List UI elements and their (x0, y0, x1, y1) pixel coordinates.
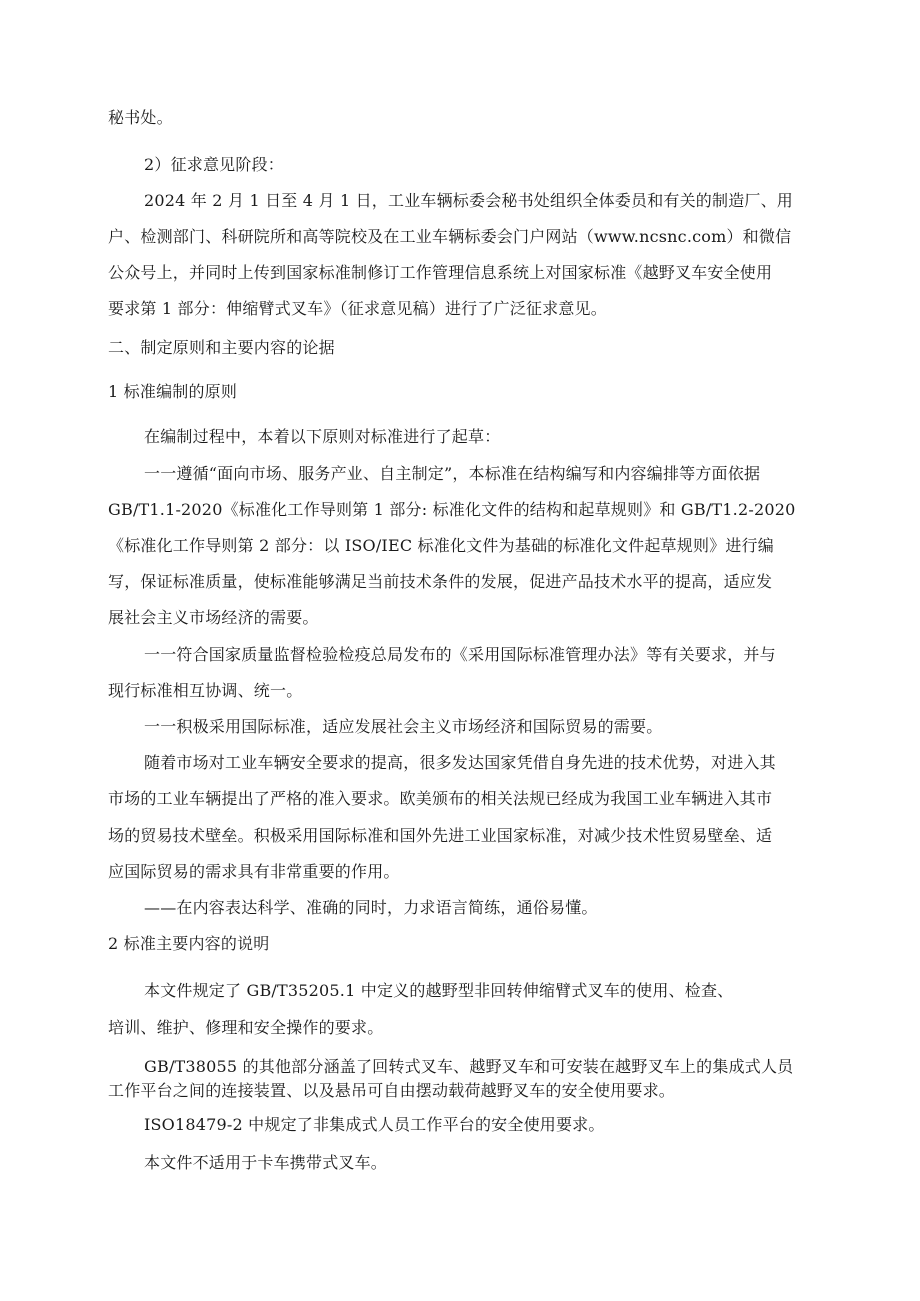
text-line: 一一遵循“面向市场、服务产业、自主制定”，本标准在结构编写和内容编排等方面依据 (144, 464, 761, 483)
text-line: 培训、维护、修理和安全操作的要求。 (108, 1018, 384, 1037)
text-line: 工作平台之间的连接装置、以及悬吊可自由摆动载荷越野叉车的安全使用要求。 (108, 1081, 676, 1100)
text-line: 本文件不适用于卡车携带式叉车。 (144, 1153, 388, 1172)
text-line: 写，保证标准质量，使标准能够满足当前技术条件的发展，促进产品技术水平的提高，适应发 (108, 572, 773, 591)
text-line: ——在内容表达科学、准确的同时，力求语言简练，通俗易懂。 (144, 898, 598, 917)
text-line: 《标准化工作导则第 2 部分：以 ISO/IEC 标准化文件为基础的标准化文件起草规则》进行编 (108, 536, 774, 555)
text-line: 一一符合国家质量监督检验检疫总局发布的《采用国际标准管理办法》等有关要求，并与 (144, 645, 776, 664)
text-line: GB/T1.1-2020《标准化工作导则第 1 部分: 标准化文件的结构和起草规则》和 GB/T1.2-2020 (108, 500, 796, 519)
text-line: 随着市场对工业车辆安全要求的提高，很多发达国家凭借自身先进的技术优势，对进入其 (144, 753, 776, 772)
text-line: 场的贸易技术壁垒。积极采用国际标准和国外先进工业国家标准，对减少技术性贸易壁垒、适 (108, 826, 773, 845)
text-line: 公众号上，并同时上传到国家标准制修订工作管理信息系统上对国家标准《越野叉车安全使用 (108, 263, 773, 282)
text-line: 展社会主义市场经济的需要。 (108, 608, 319, 627)
text-line: 在编制过程中，本着以下原则对标准进行了起草： (144, 427, 501, 446)
text-line: 一一积极采用国际标准，适应发展社会主义市场经济和国际贸易的需要。 (144, 717, 663, 736)
subsection-heading: 1 标准编制的原则 (108, 382, 238, 401)
text-line: 市场的工业车辆提出了严格的准入要求。欧美颁布的相关法规已经成为我国工业车辆进入其市 (108, 789, 773, 808)
text-line: 本文件规定了 GB/T35205.1 中定义的越野型非回转伸缩臂式叉车的使用、检查、 (144, 981, 734, 1000)
text-line: GB/T38055 的其他部分涵盖了回转式叉车、越野叉车和可安装在越野叉车上的集成式人员 (144, 1057, 794, 1076)
text-line: 应国际贸易的需求具有非常重要的作用。 (108, 862, 400, 881)
text-line: 秘书处。 (108, 108, 173, 127)
section-heading: 二、制定原则和主要内容的论据 (108, 338, 335, 357)
subsection-heading: 2 标准主要内容的说明 (108, 934, 270, 953)
text-line: ISO18479-2 中规定了非集成式人员工作平台的安全使用要求。 (144, 1115, 605, 1134)
text-line: 2024 年 2 月 1 日至 4 月 1 日，工业车辆标委会秘书处组织全体委员和有关的制造厂、用 (144, 191, 794, 210)
text-line: 现行标准相互协调、统一。 (108, 681, 303, 700)
text-line: 2）征求意见阶段： (144, 155, 284, 174)
text-line: 要求第 1 部分：伸缩臂式叉车》（征求意见稿）进行了广泛征求意见。 (108, 299, 607, 318)
text-line: 户、检测部门、科研院所和高等院校及在工业车辆标委会门户网站（www.ncsnc.com）和微信 (108, 227, 792, 246)
